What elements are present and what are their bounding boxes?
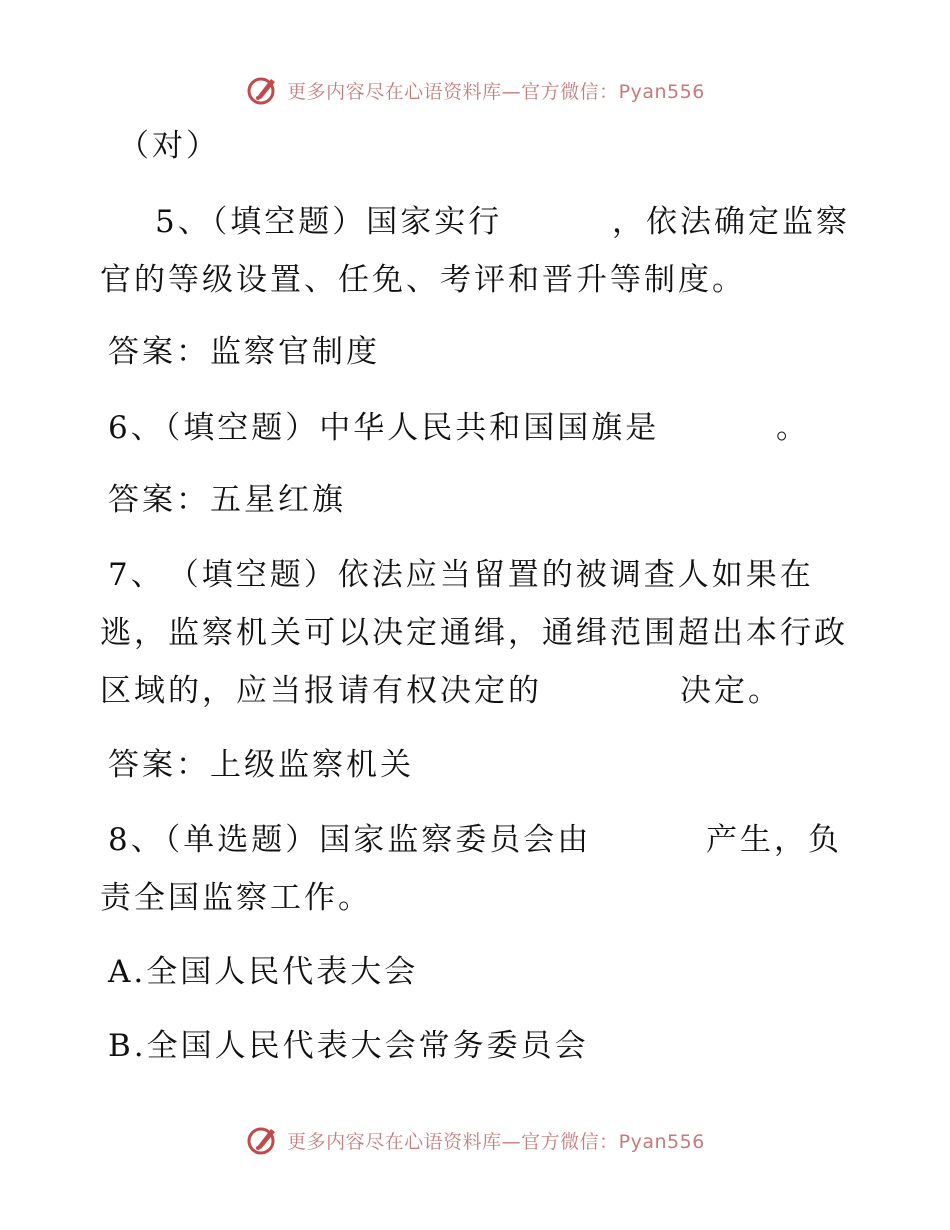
question-8-part-1: 8、（单选题）国家监察委员会由 [108, 822, 592, 858]
answer-true: （对） [118, 128, 220, 164]
header-banner-text: 更多内容尽在心语资料库—官方微信：Pyan556 [287, 80, 705, 103]
question-6-part-1: 6、（填空题）中华人民共和国国旗是 [108, 410, 660, 446]
pen-logo-icon [245, 73, 279, 107]
question-7-part-2: 逃，监察机关可以决定通缉，通缉范围超出本行政 [100, 615, 848, 651]
answer-6: 答案：五星红旗 [108, 482, 346, 518]
option-a: A.全国人民代表大会 [108, 954, 419, 990]
footer-banner [0, 1120, 950, 1160]
pen-logo-icon [245, 1123, 279, 1157]
question-6-part-2: 。 [776, 410, 810, 446]
question-8-part-2: 产生，负 [706, 822, 842, 858]
question-5-part-3: 官的等级设置、任免、考评和晋升等制度。 [100, 262, 746, 298]
footer-banner-text: 更多内容尽在心语资料库—官方微信：Pyan556 [287, 1130, 705, 1153]
question-8-part-3: 责全国监察工作。 [100, 880, 372, 916]
answer-7: 答案：上级监察机关 [108, 747, 414, 783]
option-b: B.全国人民代表大会常务委员会 [108, 1028, 589, 1064]
question-7-part-3: 区域的，应当报请有权决定的 [100, 673, 542, 709]
question-7-part-1: 7、 （填空题）依法应当留置的被调查人如果在 [108, 557, 814, 593]
header-banner [0, 70, 950, 110]
question-5-part-1: 5、（填空题）国家实行 [155, 204, 503, 240]
question-7-part-4: 决定。 [680, 673, 782, 709]
answer-5: 答案：监察官制度 [108, 334, 380, 370]
question-5-part-2: ，依法确定监察 [612, 204, 850, 240]
